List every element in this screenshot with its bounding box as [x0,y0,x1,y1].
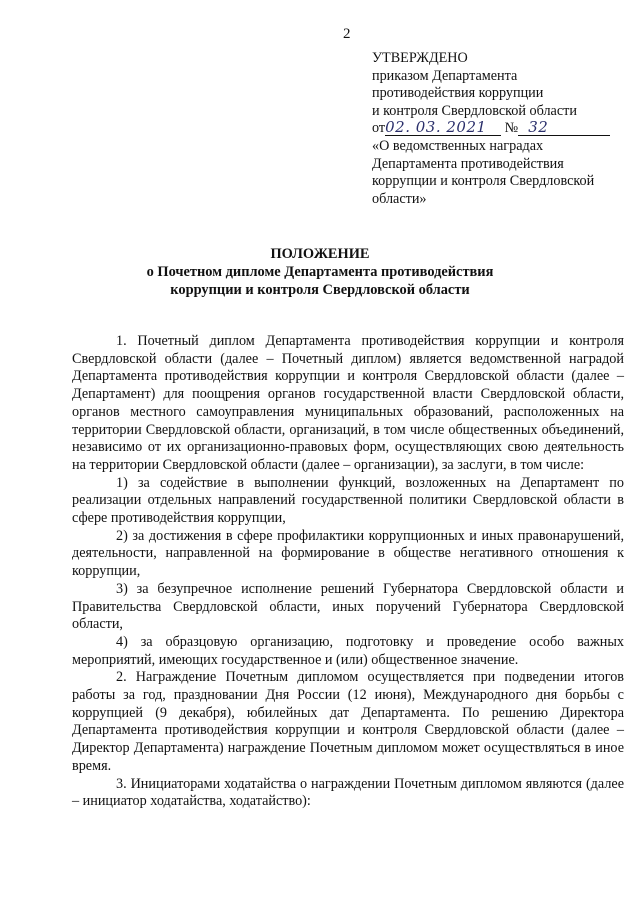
page-number: 2 [343,26,351,42]
title-line: о Почетном дипломе Департамента противодействия [146,264,494,280]
paragraph: 2. Награждение Почетным дипломом осуществляется при подведении итогов работы за год, праздновании Дня России (12 июня), Международного дня борьбы с коррупцией (9 декабря), юбилейных дат Департамента. По решению Директора Департамента противодействия коррупции и контроля Свердловской области (далее – Директор Департамента) награждение Почетным дипломом может осуществляться в иное время. [72,669,624,774]
paragraph: 3. Инициаторами ходатайства о награждении Почетным дипломом являются (далее – инициатор ходатайства, ходатайство): [72,775,624,810]
approval-line: и контроля Свердловской области [372,102,577,119]
approval-subject: Департамента противодействия [372,155,564,172]
paragraph: 1) за содействие в выполнении функций, возложенных на Департамент по реализации отдельных направлений государственной политики Свердловской области в сфере противодействия коррупции, [72,474,624,527]
approval-subject: «О ведомственных наградах [372,137,544,154]
paragraph: 1. Почетный диплом Департамента противодействия коррупции и контроля Свердловской области (далее – Почетный диплом) является ведомственной наградой Департамента противодействия коррупции и контроля Свердловской области (далее – Департамент) для поощрения органов государственной власти Свердловской области, органов местного самоуправления муниципальных образований, расположенных на территории Свердловской области, организаций, в том числе общественных объединений, независимо от их организационно-правовых форм, осуществляющих свою деятельность на территории Свердловской области (далее – организации), за заслуги, в том числе: [72,333,624,473]
approval-heading: УТВЕРЖДЕНО [372,50,468,66]
approval-subject: области» [372,190,427,207]
handwritten-number: 32 [518,120,610,136]
document-body [72,333,624,811]
approval-line: противодействия коррупции [372,85,544,102]
approval-date-line [372,120,622,138]
title-line: коррупции и контроля Свердловской области [170,282,470,298]
number-sign: № [504,120,519,137]
date-prefix: от [372,120,386,137]
handwritten-date: 02. 03. 2021 [385,120,501,136]
approval-subject: коррупции и контроля Свердловской [372,173,595,190]
document-title [0,245,640,299]
paragraph: 3) за безупречное исполнение решений Губернатора Свердловской области и Правительства Свердловской области, иных поручений Губернатора Свердловской области, [72,580,624,633]
title-line: ПОЛОЖЕНИЕ [270,246,370,262]
approval-line: приказом Департамента [372,67,518,84]
approval-block [372,50,622,208]
paragraph: 4) за образцовую организацию, подготовку и проведение особо важных мероприятий, имеющих государственное и (или) общественное значение. [72,633,624,668]
paragraph: 2) за достижения в сфере профилактики коррупционных и иных правонарушений, деятельности, направленной на формирование в обществе негативного отношения к коррупции, [72,527,624,580]
